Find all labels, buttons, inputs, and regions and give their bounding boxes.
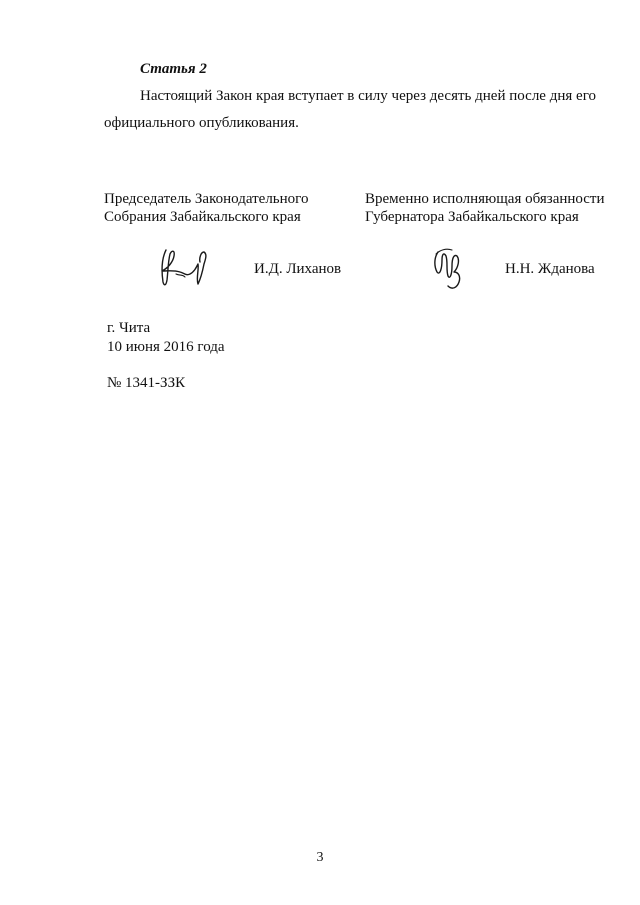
right-signatory-title bbox=[365, 190, 605, 226]
article-heading: Статья 2 bbox=[140, 61, 207, 77]
left-handwritten-signature bbox=[152, 244, 212, 292]
left-signatory-title bbox=[104, 190, 308, 226]
page-number: 3 bbox=[316, 850, 324, 865]
left-signatory-name: И.Д. Лиханов bbox=[254, 261, 342, 277]
right-signatory-title-line-2: Губернатора Забайкальского края bbox=[365, 209, 579, 225]
left-signatory-title-line-2: Собрания Забайкальского края bbox=[104, 209, 301, 225]
place-date: 10 июня 2016 года bbox=[107, 339, 225, 355]
article-text-line-2: официального опубликования. bbox=[104, 115, 299, 131]
article-text-line-1: Настоящий Закон края вступает в силу через десять дней после дня его bbox=[140, 88, 596, 104]
right-handwritten-signature bbox=[428, 244, 468, 292]
document-number: № 1341-ЗЗК bbox=[107, 375, 186, 391]
left-signatory-title-line-1: Председатель Законодательного bbox=[104, 191, 309, 207]
place-city: г. Чита bbox=[107, 320, 151, 336]
right-signatory-title-line-1: Временно исполняющая обязанности bbox=[365, 191, 605, 207]
right-signatory-name: Н.Н. Жданова bbox=[505, 261, 595, 277]
